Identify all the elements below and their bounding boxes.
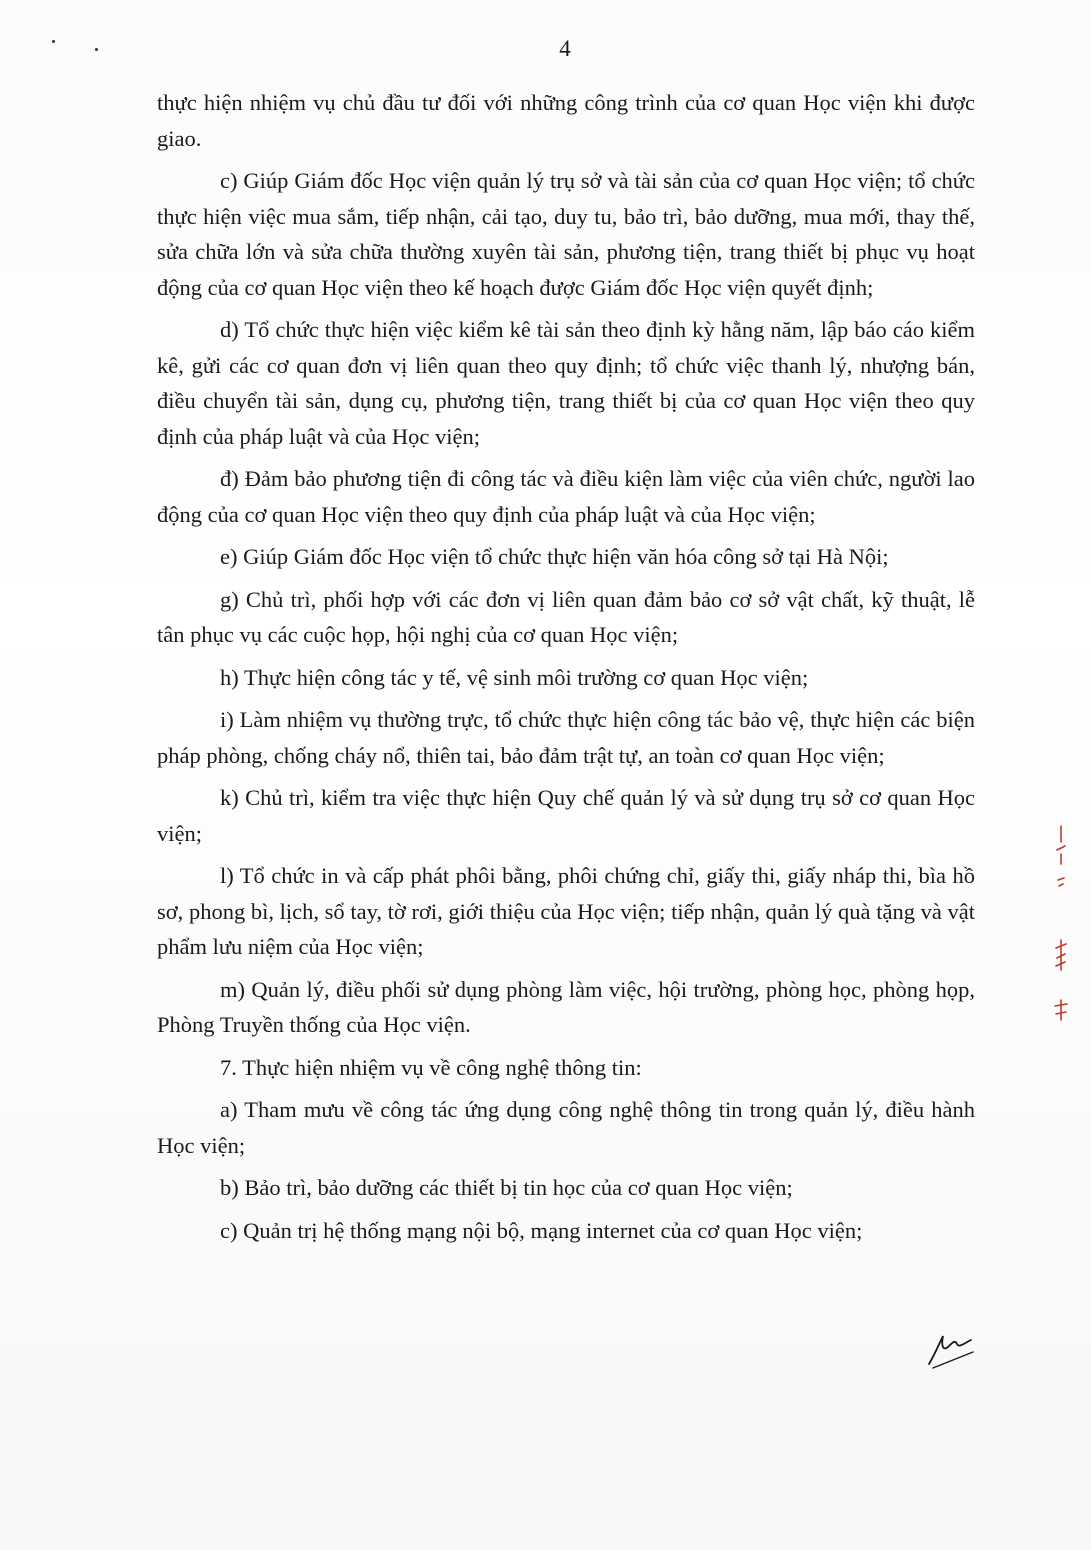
paragraph-item-c2: c) Quản trị hệ thống mạng nội bộ, mạng internet của cơ quan Học viện; [220, 1217, 863, 1243]
paragraph-item-m: m) Quản lý, điều phối sử dụng phòng làm việc, hội trường, phòng học, phòng họp, Phòng Truyền thống của Học viện. [157, 976, 975, 1037]
paragraph-item-a: a) Tham mưu về công tác ứng dụng công nghệ thông tin trong quản lý, điều hành Học viện; [157, 1097, 975, 1158]
paragraph-item-d: d) Tổ chức thực hiện việc kiểm kê tài sản theo định kỳ hằng năm, lập báo cáo kiểm kê, gửi các cơ quan đơn vị liên quan theo quy định; tổ chức việc thanh lý, nhượng bán, điều chuyển tài sản, dụng cụ, phương tiện, trang thiết bị của cơ quan Học viện theo quy định của pháp luật và của Học viện; [157, 317, 975, 449]
paragraph-item-e: e) Giúp Giám đốc Học viện tổ chức thực hiện văn hóa công sở tại Hà Nội; [220, 544, 889, 569]
section-heading-7: 7. Thực hiện nhiệm vụ về công nghệ thông tin: [220, 1054, 642, 1080]
page-number: 4 [559, 36, 571, 61]
paragraph-item-k: k) Chủ trì, kiểm tra việc thực hiện Quy chế quản lý và sử dụng trụ sở cơ quan Học viện; [157, 785, 975, 846]
paragraph-item-g: g) Chủ trì, phối hợp với các đơn vị liên quan đảm bảo cơ sở vật chất, kỹ thuật, lễ tân phục vụ các cuộc họp, hội nghị của cơ quan Học viện; [157, 586, 975, 647]
paragraph-item-b: b) Bảo trì, bảo dưỡng các thiết bị tin học của cơ quan Học viện; [220, 1175, 793, 1200]
paragraph-continuation: thực hiện nhiệm vụ chủ đầu tư đối với những công trình của cơ quan Học viện khi được giao. [157, 90, 975, 151]
paragraph-item-i: i) Làm nhiệm vụ thường trực, tổ chức thực hiện công tác bảo vệ, thực hiện các biện pháp phòng, chống cháy nổ, thiên tai, bảo đảm trật tự, an toàn cơ quan Học viện; [157, 707, 975, 768]
paragraph-item-dd: đ) Đảm bảo phương tiện đi công tác và điều kiện làm việc của viên chức, người lao động của cơ quan Học viện theo quy định của pháp luật và của Học viện; [157, 466, 975, 527]
document-body [157, 85, 975, 1255]
paragraph-item-h: h) Thực hiện công tác y tế, vệ sinh môi trường cơ quan Học viện; [220, 664, 809, 690]
initials-signature [925, 1328, 977, 1370]
paragraph-item-l: l) Tổ chức in và cấp phát phôi bằng, phôi chứng chỉ, giấy thi, giấy nháp thi, bìa hồ sơ, phong bì, lịch, sổ tay, tờ rơi, giới thiệu của Học viện; tiếp nhận, quản lý quà tặng và vật phẩm lưu niệm của Học viện; [157, 863, 975, 959]
margin-stamp-mark [1049, 820, 1073, 1030]
paragraph-item-c: c) Giúp Giám đốc Học viện quản lý trụ sở và tài sản của cơ quan Học viện; tổ chức thực hiện việc mua sắm, tiếp nhận, cải tạo, duy tu, bảo trì, bảo dưỡng, mua mới, thay thế, sửa chữa lớn và sửa chữa thường xuyên tài sản, phương tiện, trang thiết bị phục vụ hoạt động của cơ quan Học viện theo kế hoạch được Giám đốc Học viện quyết định; [157, 168, 975, 300]
